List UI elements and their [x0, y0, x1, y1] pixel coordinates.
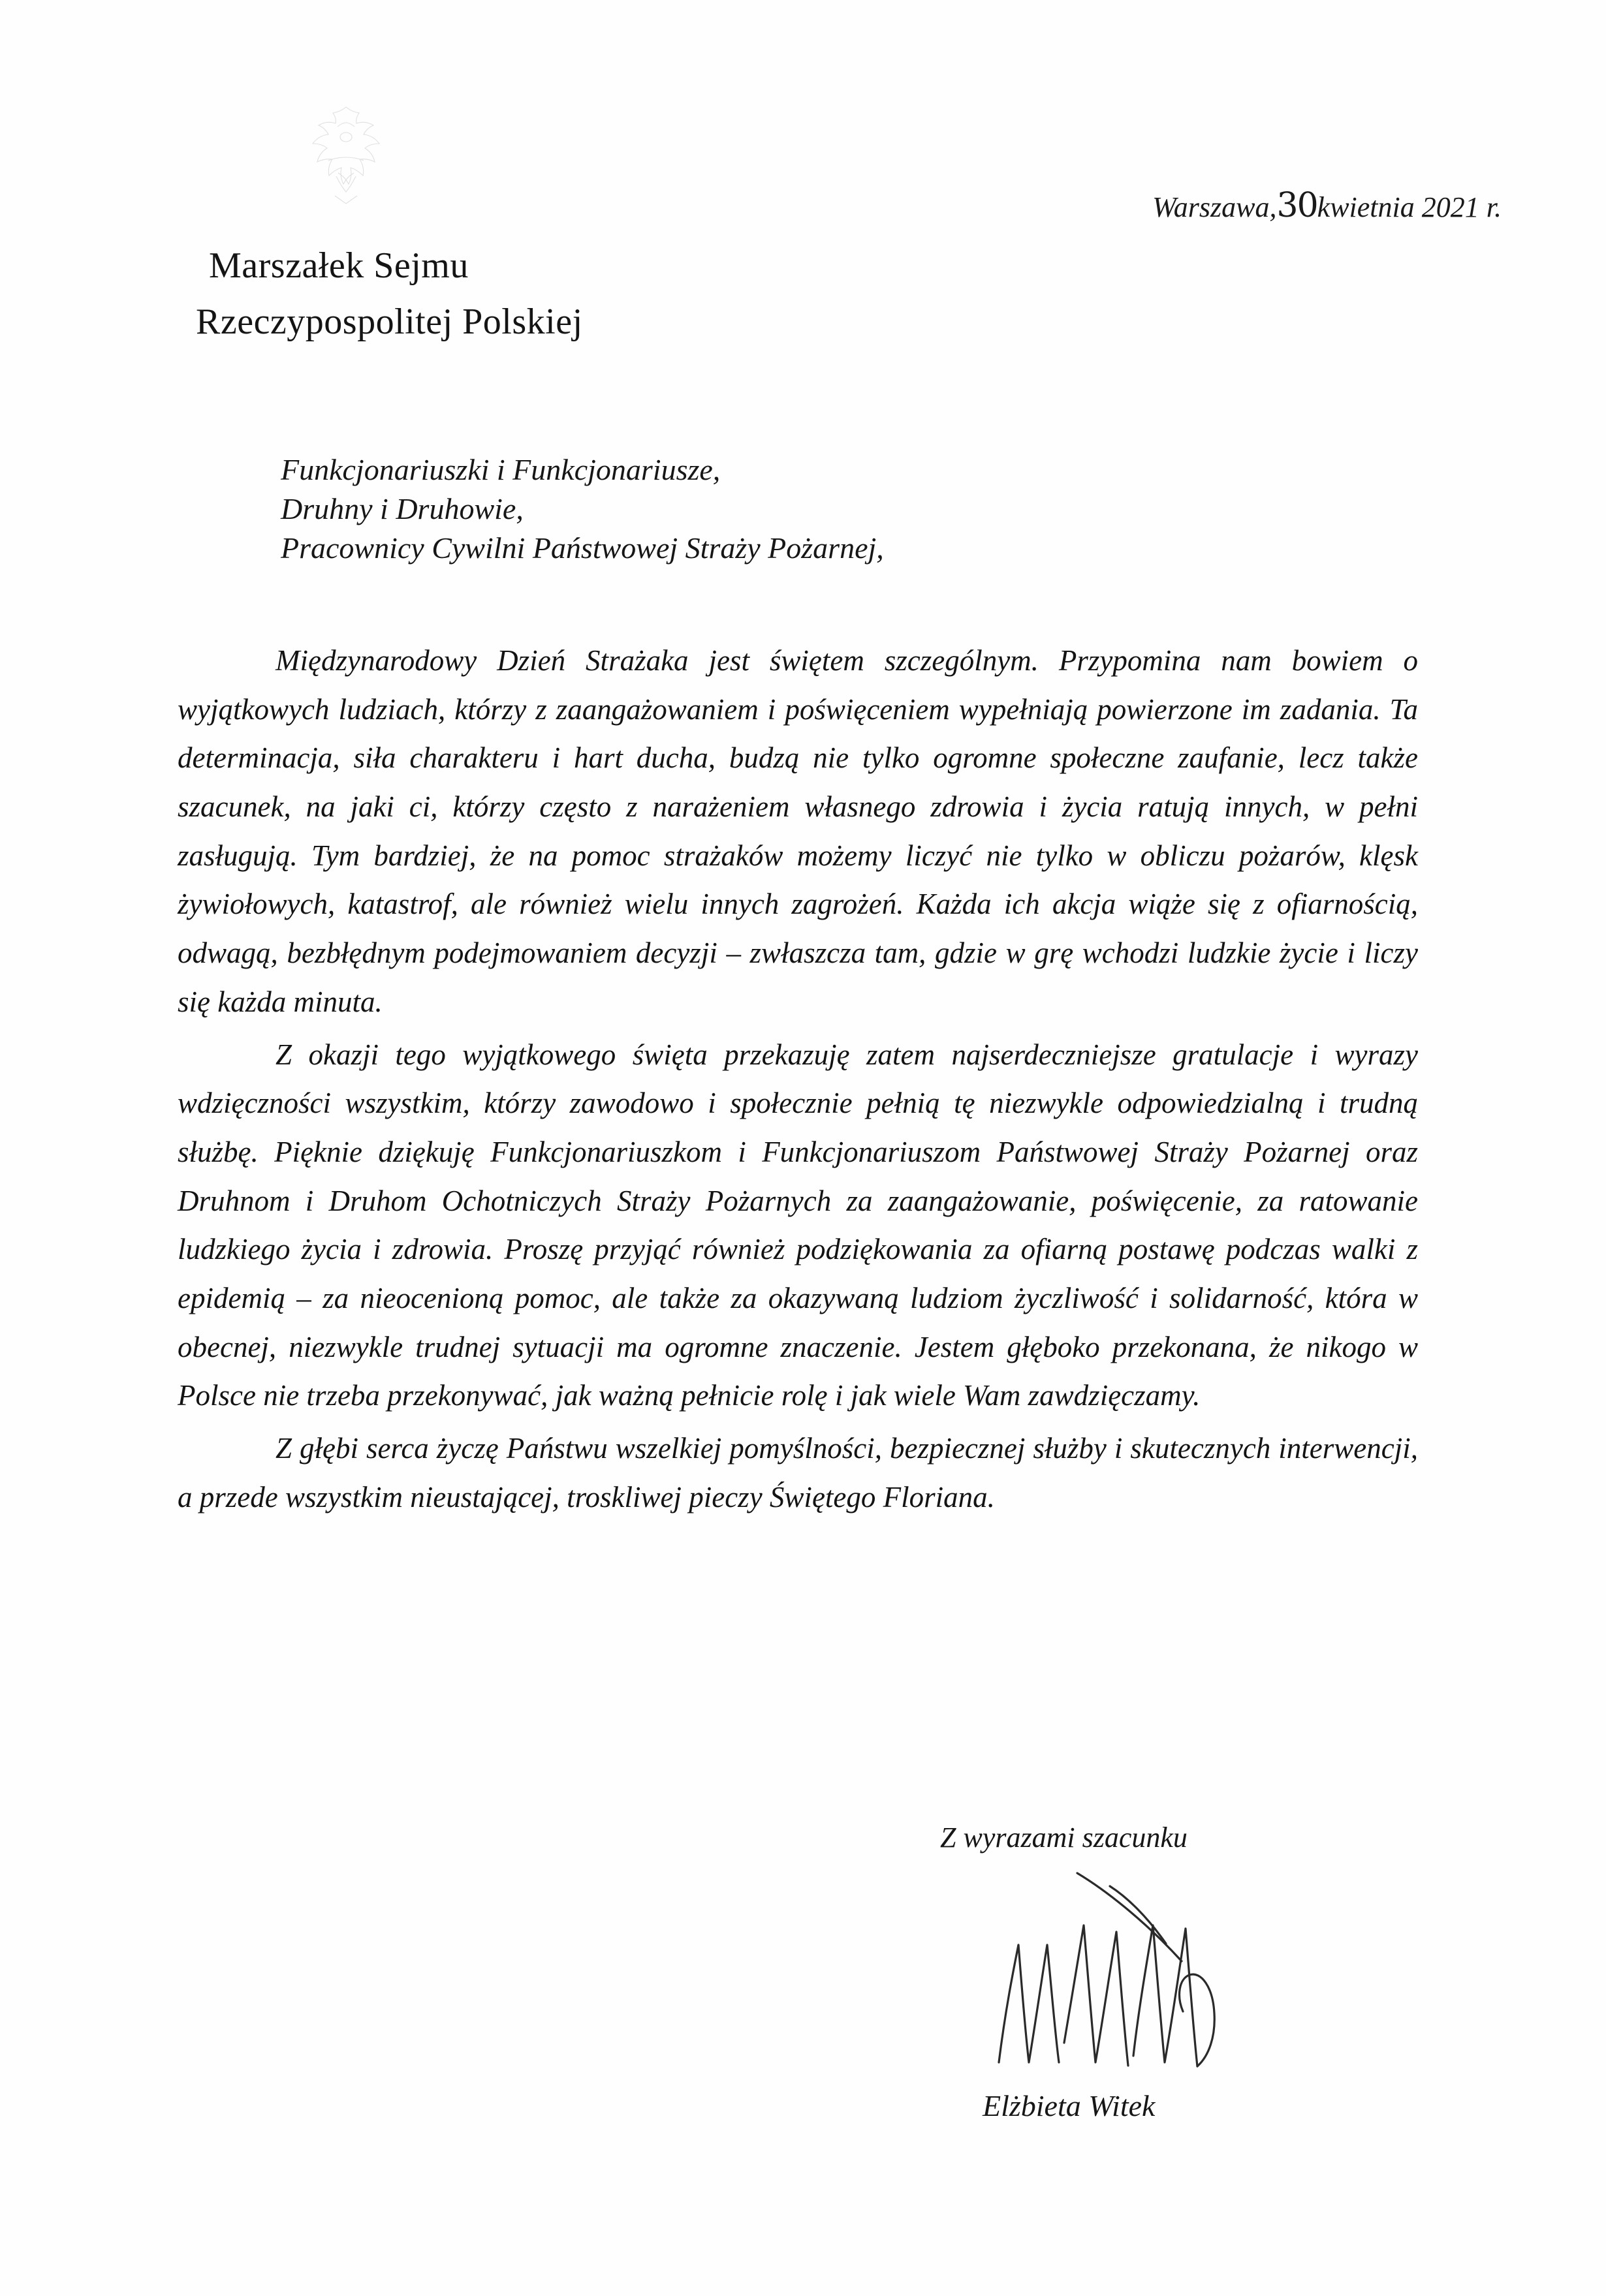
salutation-line: Druhny i Druhowie,: [281, 491, 524, 525]
letter-body: [178, 636, 1418, 1521]
place-city: Warszawa,: [1152, 191, 1277, 223]
salutation-block: [281, 450, 1391, 567]
date-rest: kwietnia 2021 r.: [1317, 191, 1502, 223]
letterhead: [196, 245, 783, 343]
place-and-date: [1152, 186, 1502, 225]
handwritten-day: 30: [1276, 186, 1317, 225]
body-paragraph: Międzynarodowy Dzień Strażaka jest świętem szczególnym. Przypomina nam bowiem o wyjątkowych ludziach, którzy z zaangażowaniem i poświęceniem wypełniają powierzone im zadania. Ta determinacja, siła charakteru i hart ducha, budzą nie tylko ogromne społeczne zaufanie, lecz także szacunek, na jaki ci, którzy często z narażeniem własnego zdrowia i życia ratują innych, w pełni zasługują. Tym bardziej, że na pomoc strażaków możemy liczyć nie tylko w obliczu pożarów, klęsk żywiołowych, katastrof, ale również wielu innych zagrożeń. Każda ich akcja wiąże się z ofiarnością, odwagą, bezbłędnym podejmowaniem decyzji – zwłaszcza tam, gdzie w grę wchodzi ludzkie życie i liczy się każda minuta.: [178, 644, 1418, 1018]
letterhead-line-1: Marszałek Sejmu: [209, 245, 469, 286]
polish-eagle-emblem: [297, 98, 395, 215]
closing-phrase: Z wyrazami szacunku: [940, 1822, 1188, 1854]
handwritten-signature: [979, 1847, 1319, 2121]
salutation-line: Funkcjonariuszki i Funkcjonariusze,: [281, 453, 721, 486]
signer-name: Elżbieta Witek: [983, 2089, 1156, 2122]
salutation-line: Pracownicy Cywilni Państwowej Straży Pożarnej,: [281, 531, 884, 565]
body-paragraph: Z okazji tego wyjątkowego święta przekazuję zatem najserdeczniejsze gratulacje i wyrazy wdzięczności wszystkim, którzy zawodowo i społecznie pełnią tę niezwykle odpowiedzialną i trudną służbę. Pięknie dziękuję Funkcjonariuszkom i Funkcjonariuszom Państwowej Straży Pożarnej oraz Druhnom i Druhom Ochotniczych Straży Pożarnych za zaangażowanie, poświęcenie, za ratowanie ludzkiego życia i zdrowia. Proszę przyjąć również podziękowania za ofiarną postawę podczas walki z epidemią – za nieocenioną pomoc, ale także za okazywaną ludziom życzliwość i solidarność, która w obecnej, niezwykle trudnej sytuacji ma ogromne znaczenie. Jestem głęboko przekonana, że nikogo w Polsce nie trzeba przekonywać, jak ważną pełnicie rolę i jak wiele Wam zawdzięczamy.: [178, 1038, 1418, 1412]
letterhead-line-2: Rzeczypospolitej Polskiej: [196, 302, 583, 342]
body-paragraph: Z głębi serca życzę Państwu wszelkiej pomyślności, bezpiecznej służby i skutecznych interwencji, a przede wszystkim nieustającej, troskliwej pieczy Świętego Floriana.: [178, 1432, 1418, 1513]
